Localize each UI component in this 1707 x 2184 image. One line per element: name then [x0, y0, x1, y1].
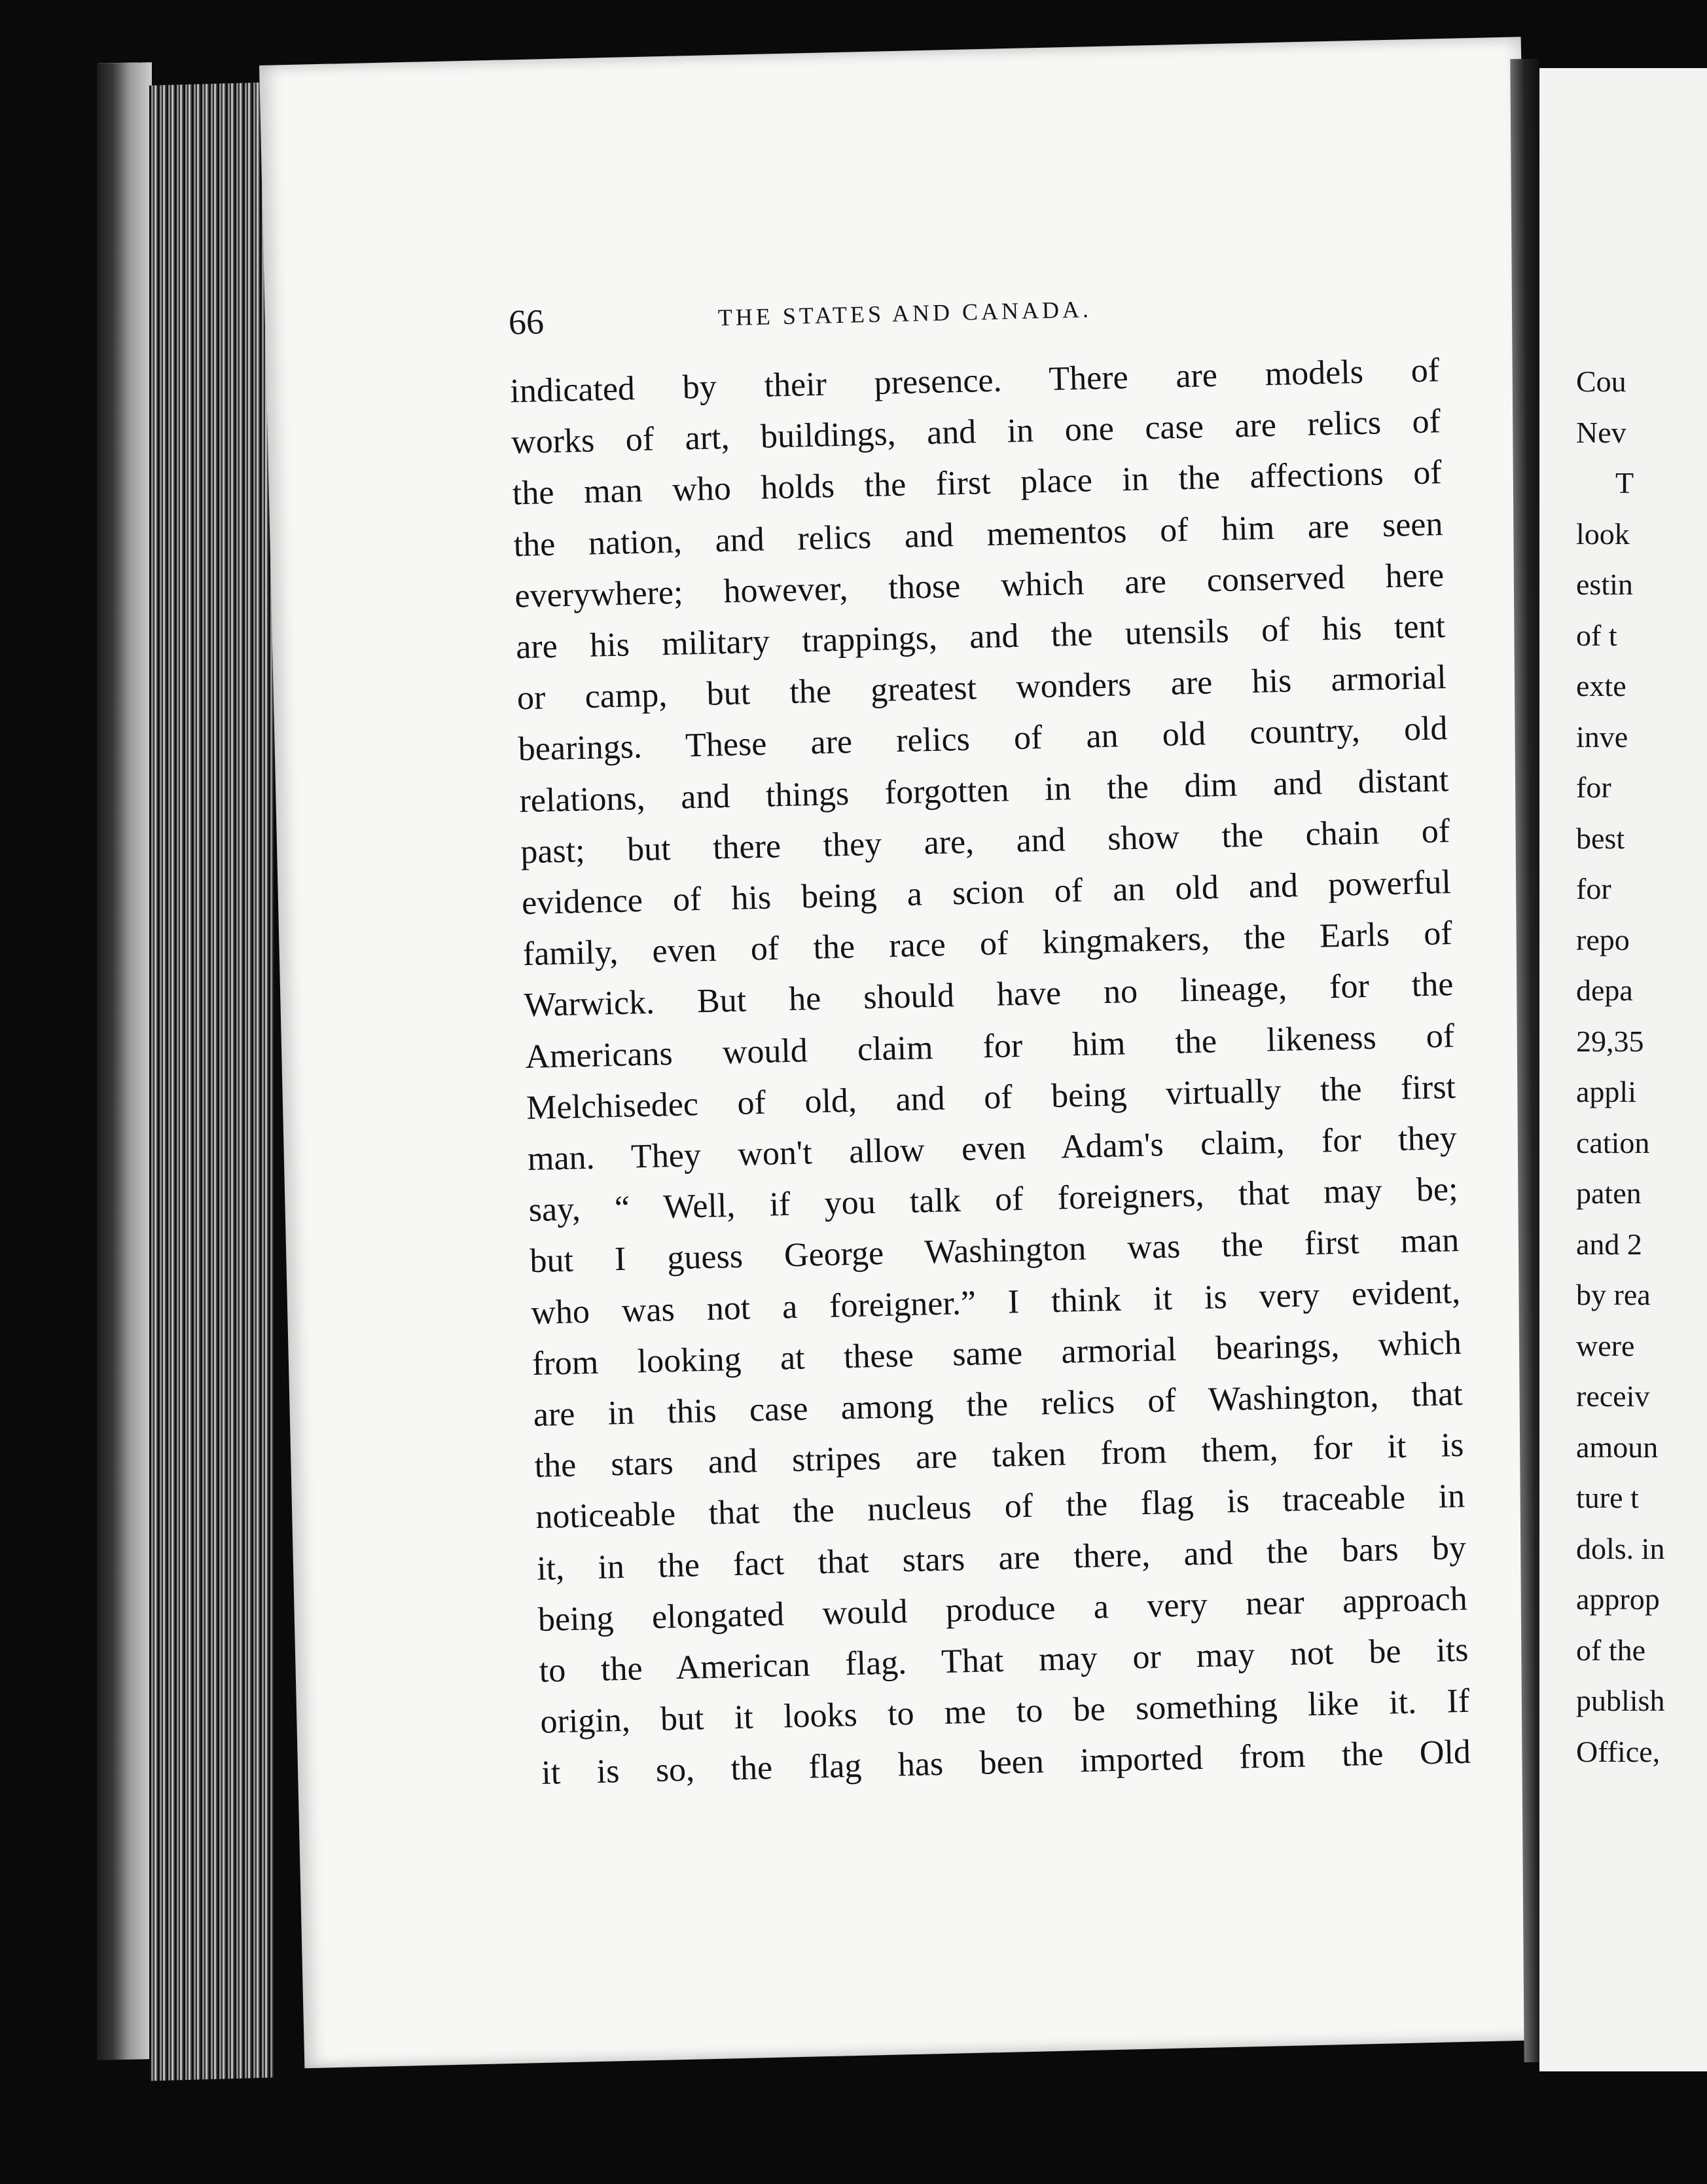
text-line-fragment: approp [1576, 1582, 1660, 1616]
text-line: the man who holds the first place in the affections of [512, 454, 1443, 513]
running-head-title: THE STATES AND CANADA. [717, 296, 1092, 331]
text-line-fragment: appli [1576, 1075, 1636, 1108]
text-line-fragment: were [1576, 1328, 1635, 1362]
text-line: origin, but it looks to me to be something like it. If [539, 1682, 1470, 1741]
text-line: man. They won't allow even Adam's claim, for they [527, 1119, 1458, 1178]
text-line-fragment: 29,35 [1576, 1024, 1644, 1058]
text-line: family, even of the race of kingmakers, the Earls of [522, 915, 1453, 974]
text-line-fragment: of t [1576, 618, 1617, 652]
right-page-partial [1539, 68, 1707, 2071]
text-line: or camp, but the greatest wonders are his armorial [516, 659, 1447, 718]
text-line: the stars and stripes are taken from them, for it is [534, 1427, 1464, 1485]
right-page-text [1576, 356, 1664, 1777]
body-text [510, 345, 1471, 1799]
text-line-fragment: by rea [1576, 1278, 1651, 1311]
text-line-fragment: receiv [1576, 1379, 1650, 1413]
text-line-fragment: estin [1576, 568, 1633, 601]
text-line: it, in the fact that stars are there, and the bars by [536, 1529, 1467, 1588]
text-line-fragment: cation [1576, 1125, 1650, 1159]
page-edges [149, 82, 274, 2081]
text-line-fragment: ture t [1576, 1481, 1639, 1514]
text-line: are in this case among the relics of Washington, that [533, 1375, 1464, 1434]
text-line: bearings. These are relics of an old country, old [518, 710, 1448, 769]
text-line-fragment: inve [1576, 719, 1628, 754]
text-line-fragment: look [1576, 517, 1630, 551]
text-line: evidence of his being a scion of an old and powerful [521, 864, 1452, 922]
text-line: the nation, and relics and mementos of him are seen [513, 505, 1443, 564]
text-line-fragment: for [1576, 771, 1611, 804]
text-line-fragment: of the [1576, 1633, 1646, 1667]
text-line-fragment: T [1615, 466, 1634, 500]
text-line: past; but there they are, and show the chain of [520, 812, 1450, 871]
text-line-fragment: Cou [1576, 365, 1626, 398]
text-line: Warwick. But he should have no lineage, for the [524, 966, 1454, 1025]
text-line: noticeable that the nucleus of the flag is traceable in [535, 1478, 1465, 1537]
text-line-fragment: dols. in [1576, 1531, 1665, 1565]
text-line-fragment: depa [1576, 974, 1633, 1007]
text-line: to the American flag. That may or may not be its [539, 1631, 1469, 1690]
text-line-fragment: paten [1576, 1176, 1642, 1210]
text-line: indicated by their presence. There are models of [509, 352, 1440, 410]
text-line-fragment: and 2 [1576, 1227, 1642, 1261]
text-line: are his military trappings, and the utensils of his tent [515, 608, 1446, 666]
running-head [508, 282, 1412, 354]
text-line: Americans would claim for him the likeness of [524, 1017, 1455, 1076]
text-line-fragment: for [1576, 872, 1611, 905]
text-line: it is so, the flag has been imported from the Old [541, 1734, 1471, 1793]
text-line: but I guess George Washington was the first man [529, 1222, 1460, 1281]
text-line: who was not a foreigner.” I think it is very evident, [530, 1273, 1461, 1332]
text-line-fragment: publish [1576, 1684, 1665, 1717]
page-number: 66 [508, 302, 545, 342]
text-line-fragment: exte [1576, 669, 1626, 702]
text-line-fragment: amoun [1576, 1430, 1659, 1464]
text-line: from looking at these same armorial bearings, which [531, 1324, 1462, 1383]
text-line: everywhere; however, those which are conserved here [514, 556, 1445, 615]
cover-edge [97, 62, 152, 2060]
text-line-fragment: repo [1576, 922, 1630, 956]
left-page [259, 37, 1566, 2068]
text-line: relations, and things forgotten in the dim and distant [518, 761, 1449, 820]
text-line-fragment: Nev [1576, 415, 1626, 449]
text-line-fragment: best [1576, 821, 1625, 855]
text-line: being elongated would produce a very near approach [537, 1580, 1468, 1639]
text-line: works of art, buildings, and in one case are relics of [511, 403, 1441, 462]
text-line: Melchisedec of old, and of being virtually the first [526, 1068, 1456, 1127]
text-line: say, “ Well, if you talk of foreigners, that may be; [528, 1171, 1459, 1229]
text-line-fragment: Office, [1576, 1734, 1661, 1768]
